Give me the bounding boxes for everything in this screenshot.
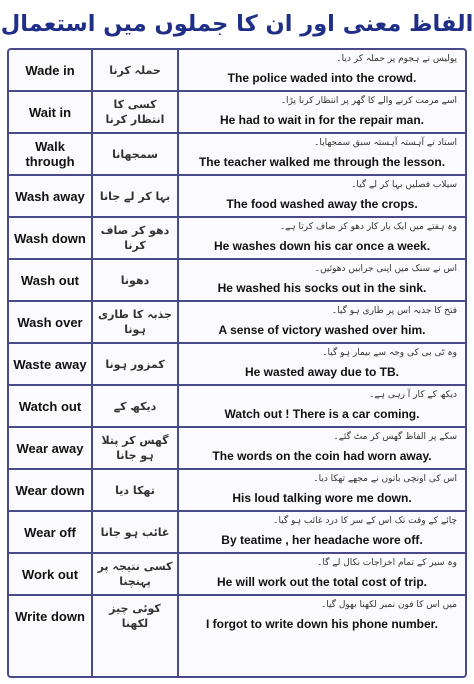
- example-cell: [179, 176, 465, 216]
- phrasal-verb-table: [9, 50, 465, 638]
- urdu-example-sentence: اس نے سنک میں اپنی جرابیں دھوئیں۔: [314, 264, 457, 274]
- page-title: الفاظ معنی اور ان کا جملوں میں استعمال: [0, 11, 474, 37]
- table-row: [9, 470, 465, 512]
- urdu-meaning: کسی نتیجہ پر پہنچنا: [97, 560, 173, 588]
- english-example-sentence: Watch out ! There is a car coming.: [224, 407, 420, 421]
- english-example-sentence: The words on the coin had worn away.: [212, 449, 432, 463]
- english-example-sentence: He washes down his car once a week.: [213, 239, 431, 253]
- urdu-meaning: حملہ کرنا: [109, 63, 161, 77]
- urdu-example-sentence: سیلاب فصلیں بہا کر لے گیا۔: [351, 180, 457, 190]
- table-row: [9, 386, 465, 428]
- example-cell: [179, 512, 465, 552]
- example-cell: [179, 386, 465, 426]
- phrasal-verb: Walk through: [25, 139, 75, 169]
- example-cell: [179, 302, 465, 342]
- urdu-example-sentence: پولیس نے ہجوم پر حملہ کر دیا۔: [336, 54, 457, 64]
- table-row: [9, 176, 465, 218]
- phrasal-verb: Wait in: [28, 104, 72, 120]
- table-row: [9, 344, 465, 386]
- table-row: [9, 260, 465, 302]
- urdu-meaning: دھو کر صاف کرنا: [100, 224, 170, 252]
- table-row: [9, 218, 465, 260]
- urdu-example-sentence: اس کی اونچی باتوں نے مجھے تھکا دیا۔: [313, 474, 457, 484]
- example-cell: [179, 50, 465, 90]
- urdu-example-sentence: اسے مرمت کرنے والے کا گھر پر انتظار کرنا پڑا۔: [280, 96, 457, 106]
- table-row: [9, 302, 465, 344]
- table-row: [9, 92, 465, 134]
- urdu-meaning: سمجھانا: [112, 147, 158, 161]
- urdu-example-sentence: وہ ہفتے میں ایک بار کار دھو کر صاف کرتا ہے۔: [279, 222, 457, 232]
- urdu-example-sentence: استاد نے آہستہ آہستہ سبق سمجھایا۔: [314, 138, 457, 148]
- english-example-sentence: I forgot to write down his phone number.: [206, 617, 438, 631]
- urdu-meaning: دھونا: [120, 273, 150, 287]
- urdu-meaning: دیکھ کے: [113, 399, 157, 413]
- urdu-example-sentence: دیکھ کے کار آ رہی ہے۔: [369, 390, 457, 400]
- english-example-sentence: The teacher walked me through the lesson.: [198, 155, 446, 169]
- english-example-sentence: The police waded into the crowd.: [227, 71, 417, 85]
- phrasal-verb: Wade in: [25, 62, 75, 78]
- urdu-example-sentence: میں اس کا فون نمبر لکھنا بھول گیا۔: [320, 600, 457, 610]
- phrasal-verb: Waste away: [13, 356, 87, 372]
- phrasal-verb: Wash out: [20, 272, 79, 288]
- phrasal-verb: Write down: [15, 608, 85, 624]
- english-example-sentence: A sense of victory washed over him.: [218, 323, 426, 337]
- example-cell: [179, 554, 465, 594]
- urdu-meaning: تھکا دیا: [115, 483, 155, 497]
- urdu-meaning: کوئی چیز لکھنا: [109, 602, 161, 630]
- english-example-sentence: He washed his socks out in the sink.: [217, 281, 427, 295]
- urdu-example-sentence: وہ ٹی بی کی وجہ سے بیمار ہو گیا۔: [322, 348, 457, 358]
- table-row: [9, 428, 465, 470]
- english-example-sentence: He wasted away due to TB.: [244, 365, 400, 379]
- phrasal-verb: Wear off: [24, 524, 76, 540]
- table-row: [9, 554, 465, 596]
- urdu-meaning: کمزور ہونا: [105, 357, 165, 371]
- example-cell: [179, 344, 465, 384]
- urdu-meaning: کسی کا انتظار کرنا: [105, 98, 165, 126]
- table-row: [9, 512, 465, 554]
- urdu-meaning: بہا کر لے جانا: [99, 189, 171, 203]
- phrasal-verb: Wear away: [16, 440, 84, 456]
- example-cell: [179, 218, 465, 258]
- urdu-meaning: جذبہ کا طاری ہونا: [98, 308, 172, 336]
- english-example-sentence: He had to wait in for the repair man.: [219, 113, 425, 127]
- table-row: [9, 134, 465, 176]
- phrasal-verb: Wash down: [14, 230, 86, 246]
- phrasal-verb: Wear down: [15, 482, 85, 498]
- urdu-meaning: غائب ہو جانا: [100, 525, 170, 539]
- phrasal-verb: Work out: [21, 566, 79, 582]
- urdu-example-sentence: وہ سیر کے تمام اخراجات نکال لے گا۔: [317, 558, 457, 568]
- example-cell: [179, 470, 465, 510]
- example-cell: [179, 596, 465, 636]
- english-example-sentence: His loud talking wore me down.: [232, 491, 412, 505]
- urdu-example-sentence: فتح کا جذبہ اس پر طاری ہو گیا۔: [331, 306, 457, 316]
- english-example-sentence: The food washed away the crops.: [226, 197, 418, 211]
- example-cell: [179, 428, 465, 468]
- table-row: [9, 596, 465, 638]
- example-cell: [179, 134, 465, 174]
- table-row: [9, 50, 465, 92]
- urdu-example-sentence: چائے کے وقت تک اس کے سر کا درد غائب ہو گیا۔: [273, 516, 457, 526]
- english-example-sentence: He will work out the total cost of trip.: [216, 575, 427, 589]
- phrasal-verb: Wash away: [15, 188, 85, 204]
- example-cell: [179, 260, 465, 300]
- phrasal-verb: Watch out: [18, 398, 82, 414]
- example-cell: [179, 92, 465, 132]
- phrasal-verb: Wash over: [17, 314, 83, 330]
- english-example-sentence: By teatime , her headache wore off.: [221, 533, 423, 547]
- urdu-meaning: گھس کر پتلا ہو جانا: [101, 434, 169, 462]
- urdu-example-sentence: سکے پر الفاظ گھس کر مٹ گئے۔: [333, 432, 457, 442]
